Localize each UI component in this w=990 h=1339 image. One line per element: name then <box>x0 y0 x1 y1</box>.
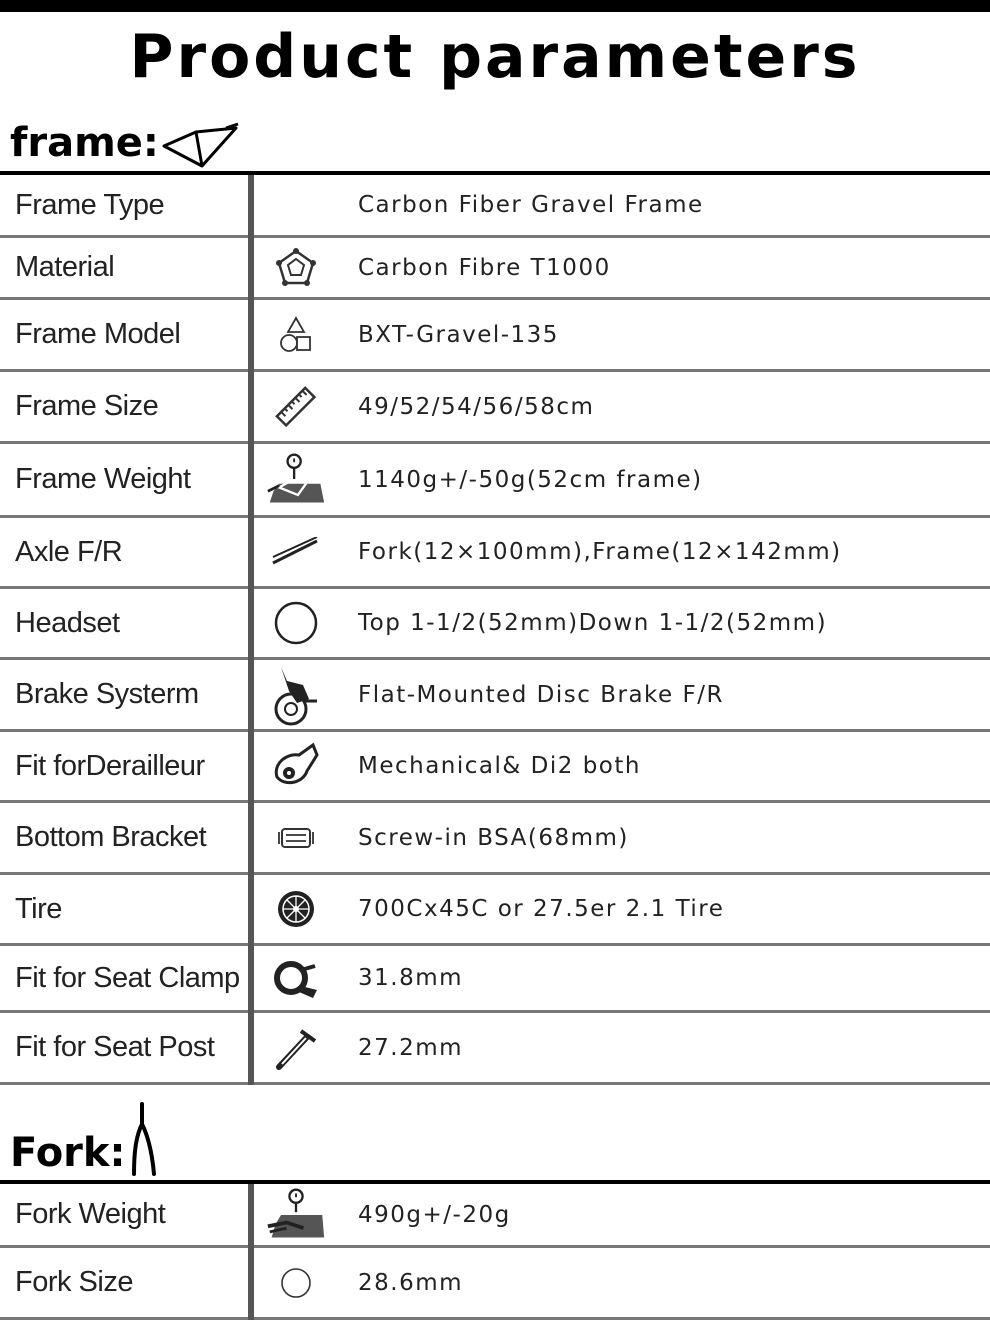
parameter-name: Brake Systerm <box>15 678 199 710</box>
column-divider <box>248 1184 254 1320</box>
table-row-fork-size <box>0 1248 990 1320</box>
top-bar <box>0 0 990 12</box>
parameter-value: Screw-in BSA(68mm) <box>358 824 629 851</box>
parameter-name: Headset <box>15 606 120 639</box>
parameter-value: 49/52/54/56/58cm <box>358 393 595 420</box>
derailleur-icon <box>266 732 326 800</box>
table-row-bottom-bracket <box>0 803 990 875</box>
axle-icon <box>266 518 326 586</box>
table-row-fit-for-seat-clamp <box>0 946 990 1013</box>
parameter-name: Frame Weight <box>15 463 191 495</box>
table-row-tire <box>0 875 990 946</box>
parameter-name: Fork Size <box>15 1266 133 1298</box>
disc-brake-icon <box>266 660 326 729</box>
circle-thin-icon <box>266 1248 326 1317</box>
parameter-value: 490g+/-20g <box>358 1201 511 1228</box>
pentagon-molecule-icon <box>266 238 326 297</box>
column-divider <box>248 175 254 1085</box>
parameter-name: Bottom Bracket <box>15 821 207 853</box>
parameter-value: 1140g+/-50g(52cm frame) <box>358 466 703 493</box>
parameter-name: Frame Type <box>15 188 165 221</box>
parameter-name: Frame Size <box>15 390 159 422</box>
fork-section-label: Fork: <box>10 1130 126 1176</box>
parameter-value: Top 1-1/2(52mm)Down 1-1/2(52mm) <box>358 610 828 636</box>
page-title: Product parameters <box>129 22 861 92</box>
table-row-material <box>0 238 990 300</box>
parameter-value: 31.8mm <box>358 965 464 991</box>
parameter-value: Carbon Fiber Gravel Frame <box>358 192 704 218</box>
scale-fork-icon <box>266 1184 326 1245</box>
table-row-frame-model <box>0 300 990 372</box>
parameter-name: Tire <box>15 892 62 925</box>
parameter-name: Frame Model <box>15 318 181 350</box>
table-row-frame-type <box>0 175 990 238</box>
parameter-value: Flat-Mounted Disc Brake F/R <box>358 681 724 708</box>
parameter-value: 28.6mm <box>358 1269 464 1296</box>
parameter-value: Carbon Fibre T1000 <box>358 254 611 281</box>
parameter-name: Fork Weight <box>15 1198 166 1230</box>
frame-section-label: frame: <box>10 120 159 166</box>
parameter-name: Fit for Seat Clamp <box>15 961 240 994</box>
seat-clamp-icon <box>266 946 326 1010</box>
table-row-fork-weight <box>0 1184 990 1248</box>
parameter-value: Fork(12×100mm),Frame(12×142mm) <box>358 539 842 565</box>
ruler-icon <box>266 372 326 441</box>
bike-fork-icon <box>130 1102 160 1176</box>
parameter-value: 27.2mm <box>358 1034 464 1061</box>
table-row-brake-systerm <box>0 660 990 732</box>
wheel-icon <box>266 875 326 943</box>
parameter-value: Mechanical& Di2 both <box>358 753 641 779</box>
parameter-name: Material <box>15 251 115 283</box>
table-row-fit-for-seat-post <box>0 1013 990 1085</box>
shapes-icon <box>266 300 326 369</box>
scale-frame-icon <box>266 444 326 515</box>
bottom-bracket-icon <box>266 803 326 872</box>
empty-icon-cell <box>266 175 326 235</box>
bike-frame-icon <box>160 122 240 170</box>
table-row-headset <box>0 589 990 660</box>
parameter-name: Axle F/R <box>15 535 123 568</box>
table-row-frame-weight <box>0 444 990 518</box>
fork-section-heading <box>10 1130 126 1176</box>
circle-icon <box>266 589 326 657</box>
frame-section-heading <box>10 120 159 166</box>
parameter-name: Fit forDerailleur <box>15 749 205 782</box>
table-row-frame-size <box>0 372 990 444</box>
table-row-fit-forderailleur <box>0 732 990 803</box>
seat-post-icon <box>266 1013 326 1082</box>
parameter-value: BXT-Gravel-135 <box>358 321 559 348</box>
parameter-name: Fit for Seat Post <box>15 1031 215 1063</box>
table-row-axle-f-r <box>0 518 990 589</box>
parameter-value: 700Cx45C or 27.5er 2.1 Tire <box>358 896 725 922</box>
